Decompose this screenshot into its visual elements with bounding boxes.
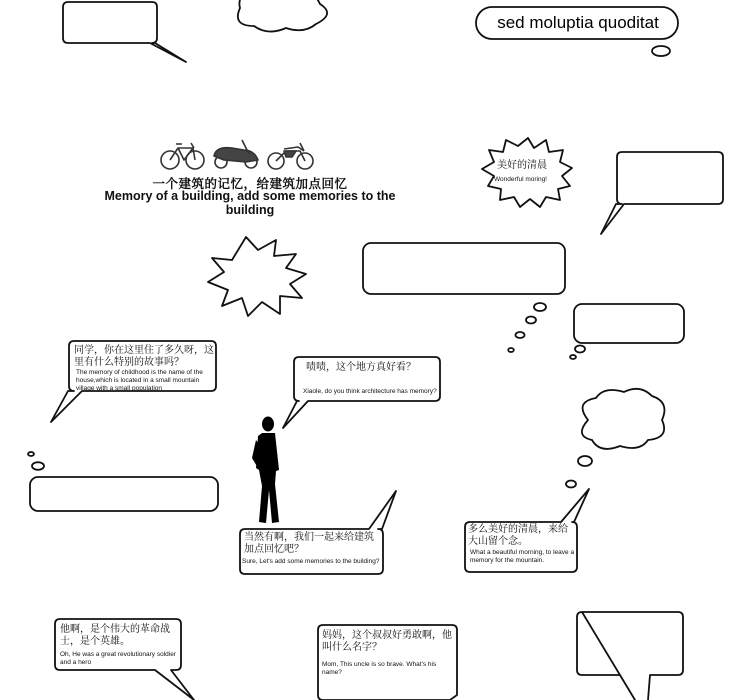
scooter-icon xyxy=(214,140,258,168)
speech-bubble-empty-bottom-right xyxy=(577,612,683,700)
mom-en: Mom, This uncle is so brave. What's his name? xyxy=(322,661,437,676)
thought-cloud-top xyxy=(238,0,327,32)
hero-en: Oh, He was a great revolutionary soldier and a hero xyxy=(60,651,176,666)
mom-cn: 妈妈，这个叔叔好勇敢啊，他叫什么名字？ xyxy=(322,630,452,653)
title-text: sed moluptia quoditat xyxy=(497,13,659,32)
mountain-en: What a beautiful morning, to leave a memory for the mountain. xyxy=(470,549,575,564)
headline-english: Memory of a building, add some memories to the building xyxy=(104,189,396,217)
speech-bubble-empty-right-upper xyxy=(601,152,723,234)
burst-morning-en: Wonderful moring! xyxy=(494,176,547,183)
motorbike-icon xyxy=(268,143,313,169)
bicycle-icon xyxy=(161,143,204,169)
hero-cn: 他啊，是个伟大的革命战士，是个英雄。 xyxy=(60,624,170,647)
build-cn: 当然有啊，我们一起来给建筑加点回忆吧？ xyxy=(244,532,374,555)
burst-bubble-empty xyxy=(208,237,306,316)
burst-morning-cn: 美好的清晨 xyxy=(497,160,547,171)
tsk-cn: 啧啧，这个地方真好看？ xyxy=(306,362,416,373)
classmate-cn: 同学，你在这里住了多久呀，这里有什么特别的故事吗？ xyxy=(74,345,214,368)
thought-cloud-right xyxy=(582,389,665,449)
headline-chinese: 一个建筑的记忆，给建筑加点回忆 xyxy=(152,176,348,191)
speech-bubble-empty-middle xyxy=(363,243,565,294)
speech-bubble-empty-left xyxy=(30,477,218,511)
burst-bubble-morning xyxy=(482,138,572,207)
build-en: Sure, Let's add some memories to the building? xyxy=(242,558,380,565)
person-silhouette-icon xyxy=(252,417,279,524)
speech-bubble-empty-top-left xyxy=(63,2,186,62)
mountain-cn: 多么美好的清晨，来给大山留个念。 xyxy=(468,524,568,547)
classmate-en: The memory of childhood is the name of the house,which is located in a small mountain village with a small population xyxy=(76,369,203,392)
tsk-en: Xiaole, do you think architecture has memory? xyxy=(303,388,437,395)
speech-bubble-empty-right-middle xyxy=(574,304,684,343)
